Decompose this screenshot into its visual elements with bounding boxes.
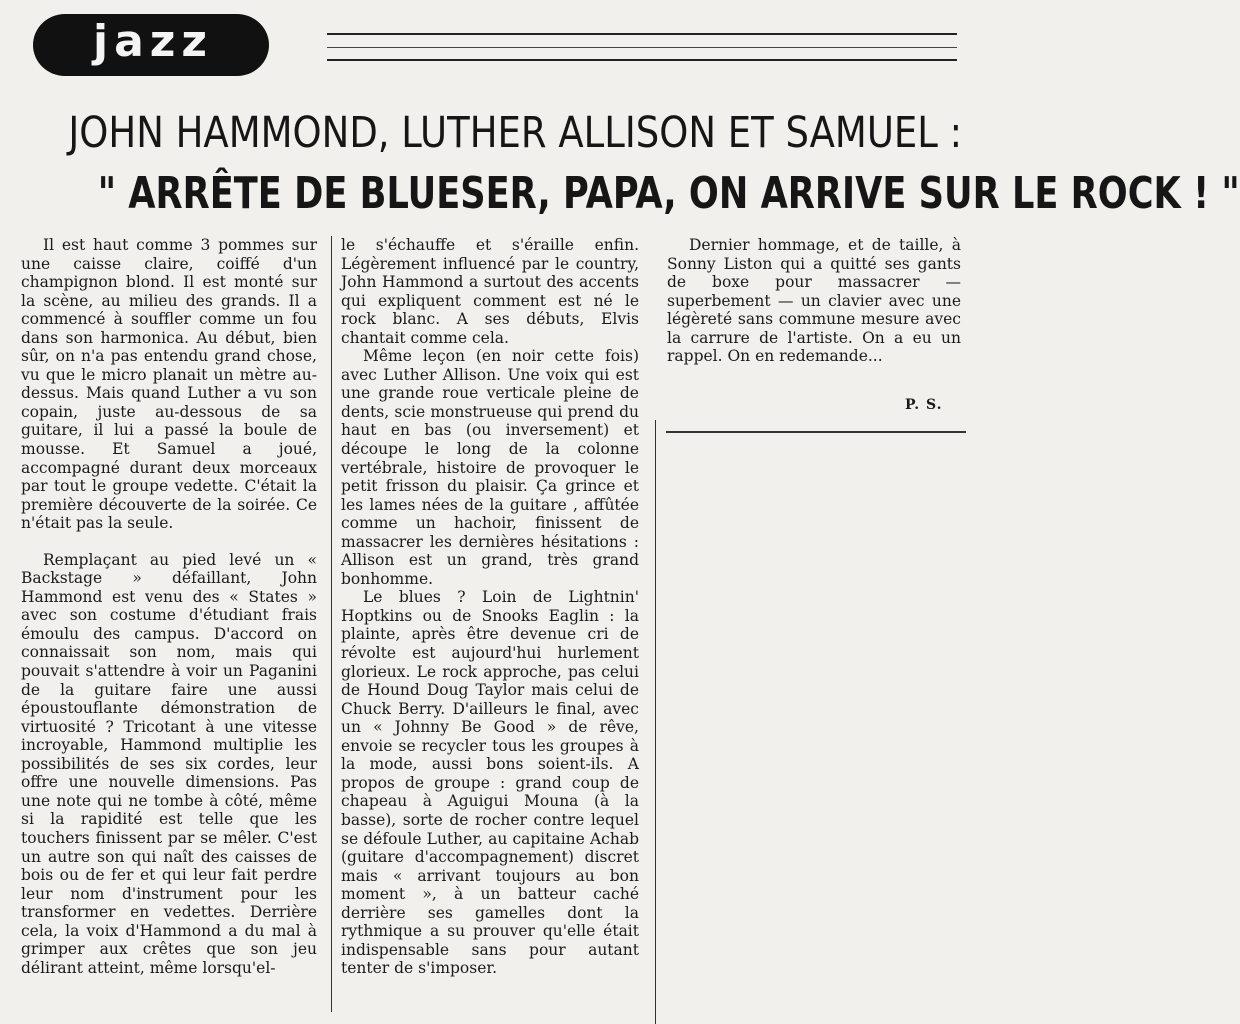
article-paragraph: Le blues ? Loin de Lightnin' Hoptkins ou de Snooks Eaglin : la plainte, après être devenue cri de révolte est aujourd'hui hurlement glorieux. Le rock approche, pas celui de Hound Doug Taylor mais celui de Chuck Berry. D'ailleurs le final, avec un « Johnny Be Good » de rêve, envoie se recycler tous les groupes à la mode, aussi bons soient-ils. A propos de groupe : grand coup de chapeau à Aguigui Mouna (à la basse), sorte de rocher contre lequel se défoule Luther, au capitaine Achab (guitare d'accompagnement) discret mais « arrivant toujours au bon moment », à un batteur caché derrière ses gamelles dont la rythmique a su prouver qu'elle était indispensable sans pour autant tenter de s'imposer. — [341, 588, 639, 978]
article-paragraph: Dernier hommage, et de taille, à Sonny Liston qui a quitté ses gants de boxe pour massacrer — superbement — un clavier avec une légèreté sans commune mesure avec la carrure de l'artiste. On a eu un rappel. On en redemande... — [667, 236, 961, 366]
article-paragraph: Remplaçant au pied levé un « Backstage » défaillant, John Hammond est venu des « States » avec son costume d'étudiant frais émoulu des campus. D'accord on connaissait son nom, mais qui pouvait s'attendre à voir un Paganini de la guitare faire une aussi époustouflante démonstration de virtuosité ? Tricotant à une vitesse incroyable, Hammond multiplie les possibilités de ses six cordes, leur offre une nouvelle dimensions. Pas une note qui ne tombe à côté, même si la rapidité est telle que les touchers finissent par se mêler. C'est un autre son qui naît des caisses de bois ou de fer et qui leur fait perdre leur nom d'instrument pour les transformer en vedettes. Derrière cela, la voix d'Hammond a du mal à grimper aux crêtes que son jeu délirant atteint, même lorsqu'el- — [21, 550, 317, 977]
section-rubric-badge — [33, 14, 269, 76]
article-column-1 — [21, 236, 317, 977]
column-divider — [331, 236, 332, 1012]
section-rubric-label: jazz — [93, 16, 213, 67]
header-rule — [327, 33, 957, 35]
header-rule — [327, 59, 957, 61]
headline-line-2: " ARRÊTE DE BLUESER, PAPA, ON ARRIVE SUR LE ROCK ! " — [97, 168, 1240, 219]
author-signature: P. S. — [905, 397, 943, 413]
article-end-rule — [666, 431, 966, 433]
article-paragraph: Même leçon (en noir cette fois) avec Luther Allison. Une voix qui est une grande roue verticale pleine de dents, scie monstrueuse qui prend du haut en bas (ou inversement) et découpe le long de la colonne vertébrale, histoire de provoquer le petit frisson du plaisir. Ça grince et les lames nées de la guitare , affûtée comme un hachoir, finissent de massacrer les dernières hésitations : Allison est un grand, très grand bonhomme. — [341, 347, 639, 588]
column-divider — [655, 420, 656, 1024]
article-paragraph: le s'échauffe et s'éraille enfin. Légèrement influencé par le country, John Hammond a surtout des accents qui expliquent comment est né le rock blanc. A ses débuts, Elvis chantait comme cela. — [341, 236, 639, 347]
article-column-2 — [341, 236, 639, 978]
article-paragraph: Il est haut comme 3 pommes sur une caisse claire, coiffé d'un champignon blond. Il est monté sur la scène, au milieu des grands. Il a commencé à souffler comme un fou dans son harmonica. Au début, bien sûr, on n'a pas entendu grand chose, vu que le micro planait un mètre au-dessus. Mais quand Luther a vu son copain, juste au-dessous de sa guitare, il lui a passé la boule de mousse. Et Samuel a joué, accompagné durant deux morceaux par tout le groupe vedette. C'était la première découverte de la soirée. Ce n'était pas la seule. — [21, 236, 317, 533]
article-column-3 — [667, 236, 961, 366]
headline-line-1: JOHN HAMMOND, LUTHER ALLISON ET SAMUEL : — [68, 108, 963, 158]
header-rule — [327, 47, 957, 48]
